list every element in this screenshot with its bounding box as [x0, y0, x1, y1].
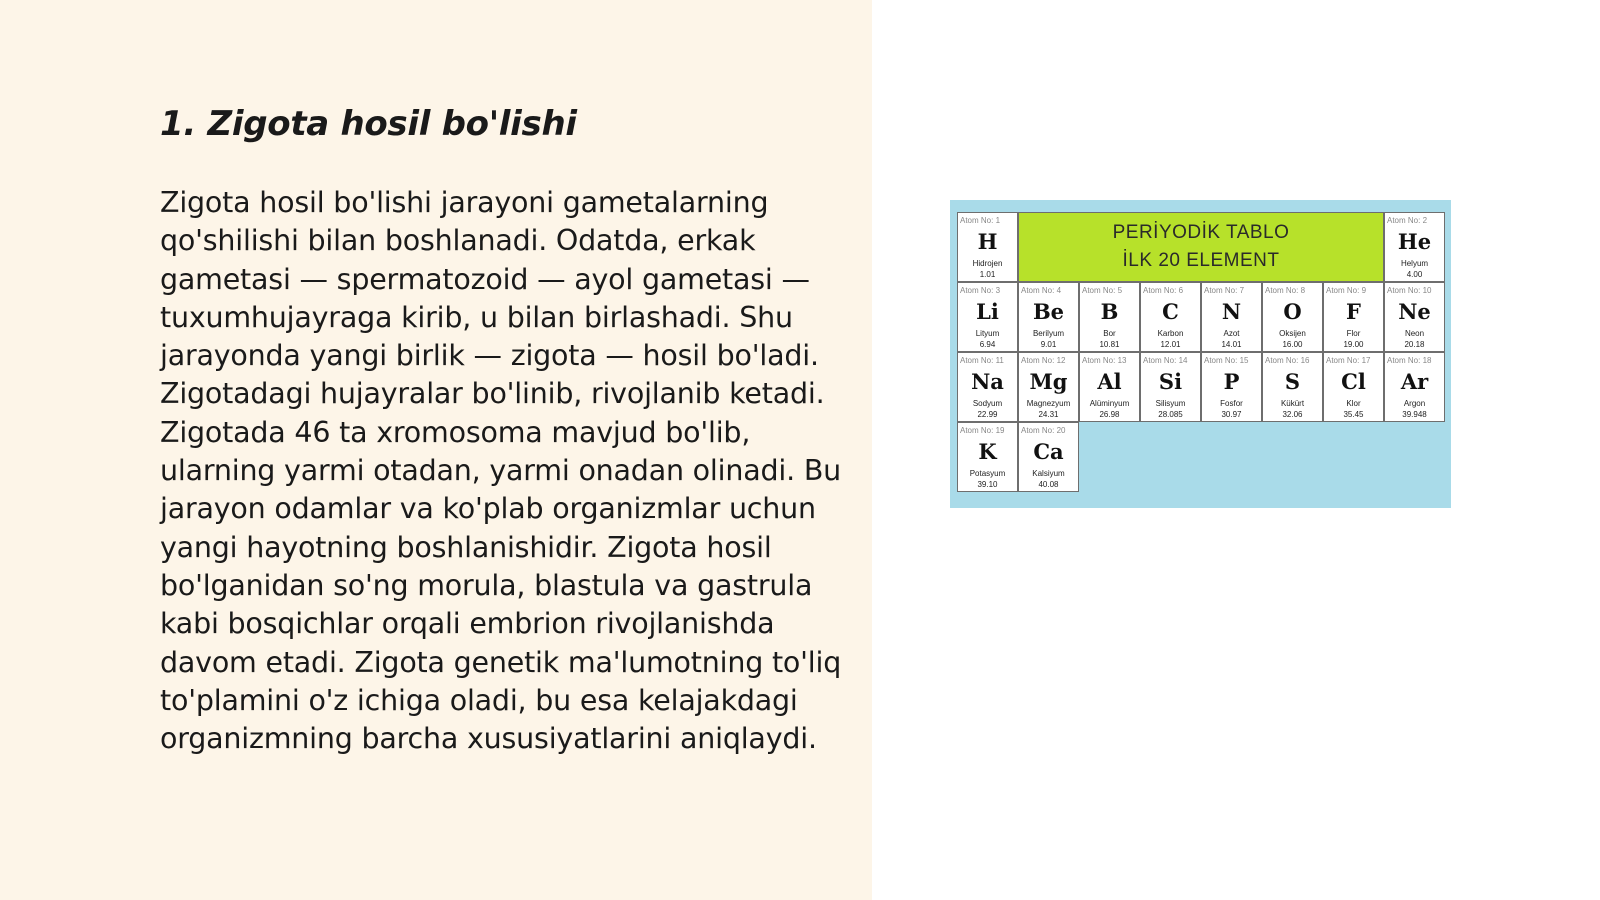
- element-name: Karbon: [1157, 329, 1184, 338]
- element-name: Azot: [1223, 329, 1240, 338]
- element-cell-cl: [1323, 352, 1384, 422]
- element-symbol: Mg: [1029, 369, 1068, 394]
- element-name: Bor: [1103, 329, 1116, 338]
- element-cell-c: [1140, 282, 1201, 352]
- element-cell-si: [1140, 352, 1201, 422]
- element-symbol: Ar: [1400, 369, 1429, 394]
- atom-number: Atom No: 10: [1387, 286, 1432, 295]
- slide-body-text: Zigota hosil bo'lishi jarayoni gametalarning qo'shilishi bilan boshlanadi. Odatda, erkak gametasi — spermatozoid — ayol gametasi — tuxumhujayraga kirib, u bilan birlashadi. Shu jarayonda yangi birlik — zigota — hosil bo'ladi. Zigotadagi hujayralar bo'linib, rivojlanib ketadi. Zigotada 46 ta xromosoma mavjud bo'lib, ularning yarmi otadan, yarmi onadan olinadi. Bu jarayon odamlar va ko'plab organizmlar uchun yangi hayotning boshlanishidir. Zigota hosil bo'lganidan so'ng morula, blastula va gastrula kabi bosqichlar orqali embrion rivojlanishda davom etadi. Zigota genetik ma'lumotning to'liq to'plamini o'z ichiga oladi, bu esa kelajakdagi organizmning barcha xususiyatlarini aniqlaydi.: [160, 186, 842, 756]
- atomic-mass: 19.00: [1343, 340, 1364, 349]
- slide-title: 1. Zigota hosil bo'lishi: [160, 104, 577, 144]
- atomic-mass: 14.01: [1221, 340, 1242, 349]
- element-symbol: Si: [1158, 369, 1183, 394]
- element-symbol: Na: [971, 369, 1004, 394]
- element-name: Lityum: [975, 329, 1000, 338]
- atom-number: Atom No: 19: [960, 426, 1005, 435]
- element-symbol: Be: [1032, 299, 1065, 324]
- atomic-mass: 4.00: [1406, 270, 1423, 279]
- atomic-mass: 35.45: [1343, 410, 1364, 419]
- header-line-2: İLK 20 ELEMENT: [1122, 250, 1280, 271]
- atom-number: Atom No: 2: [1387, 216, 1428, 225]
- element-cell-na: [957, 352, 1018, 422]
- element-symbol: Ca: [1033, 439, 1064, 464]
- atomic-mass: 16.00: [1282, 340, 1303, 349]
- element-symbol: N: [1221, 299, 1242, 324]
- periodic-table-grid: [957, 212, 1445, 492]
- element-symbol: S: [1284, 369, 1301, 394]
- header-line-1: PERİYODİK TABLO: [1112, 222, 1290, 243]
- atom-number: Atom No: 7: [1204, 286, 1245, 295]
- atom-number: Atom No: 20: [1021, 426, 1066, 435]
- periodic-table-header: [1018, 212, 1384, 282]
- atom-number: Atom No: 8: [1265, 286, 1306, 295]
- atomic-mass: 12.01: [1160, 340, 1181, 349]
- atomic-mass: 24.31: [1038, 410, 1059, 419]
- element-name: Potasyum: [969, 469, 1006, 478]
- atom-number: Atom No: 11: [960, 356, 1004, 365]
- element-cell-li: [957, 282, 1018, 352]
- element-cell-be: [1018, 282, 1079, 352]
- element-name: Kalsiyum: [1032, 469, 1065, 478]
- element-symbol: He: [1397, 229, 1432, 254]
- element-cell-n: [1201, 282, 1262, 352]
- element-cell-mg: [1018, 352, 1079, 422]
- atom-number: Atom No: 1: [960, 216, 1001, 225]
- element-name: Silisyum: [1155, 399, 1186, 408]
- element-cell-he: [1384, 212, 1445, 282]
- periodic-table-image: [950, 200, 1451, 508]
- atom-number: Atom No: 16: [1265, 356, 1310, 365]
- element-name: Helyum: [1400, 259, 1429, 268]
- element-name: Magnezyum: [1026, 399, 1071, 408]
- atom-number: Atom No: 12: [1021, 356, 1066, 365]
- element-symbol: F: [1346, 299, 1361, 324]
- element-cell-ca: [1018, 422, 1079, 492]
- element-name: Alüminyum: [1089, 399, 1130, 408]
- element-name: Flor: [1346, 329, 1361, 338]
- element-cell-o: [1262, 282, 1323, 352]
- atomic-mass: 26.98: [1099, 410, 1120, 419]
- element-cell-al: [1079, 352, 1140, 422]
- element-name: Berilyum: [1032, 329, 1065, 338]
- atomic-mass: 10.81: [1099, 340, 1120, 349]
- element-symbol: H: [977, 229, 998, 254]
- element-symbol: Cl: [1341, 369, 1366, 394]
- element-symbol: Al: [1097, 369, 1122, 394]
- atomic-mass: 39.10: [977, 480, 998, 489]
- atomic-mass: 28.085: [1158, 410, 1183, 419]
- atom-number: Atom No: 3: [960, 286, 1001, 295]
- atom-number: Atom No: 18: [1387, 356, 1432, 365]
- atom-number: Atom No: 5: [1082, 286, 1123, 295]
- atom-number: Atom No: 13: [1082, 356, 1127, 365]
- atomic-mass: 9.01: [1040, 340, 1057, 349]
- element-cell-p: [1201, 352, 1262, 422]
- element-name: Fosfor: [1220, 399, 1243, 408]
- atom-number: Atom No: 6: [1143, 286, 1184, 295]
- atomic-mass: 6.94: [979, 340, 996, 349]
- atomic-mass: 30.97: [1221, 410, 1242, 419]
- atomic-mass: 39.948: [1402, 410, 1427, 419]
- atom-number: Atom No: 15: [1204, 356, 1249, 365]
- atomic-mass: 32.06: [1282, 410, 1303, 419]
- atomic-mass: 22.99: [977, 410, 998, 419]
- element-cell-f: [1323, 282, 1384, 352]
- element-cell-s: [1262, 352, 1323, 422]
- element-name: Neon: [1404, 329, 1425, 338]
- atomic-mass: 40.08: [1038, 480, 1059, 489]
- element-name: Kükürt: [1280, 399, 1305, 408]
- atomic-mass: 20.18: [1404, 340, 1425, 349]
- element-cell-h: [957, 212, 1018, 282]
- element-symbol: O: [1283, 299, 1302, 324]
- element-symbol: K: [978, 439, 997, 464]
- element-name: Klor: [1346, 399, 1361, 408]
- element-cell-ar: [1384, 352, 1445, 422]
- element-symbol: Li: [976, 299, 999, 324]
- atom-number: Atom No: 17: [1326, 356, 1371, 365]
- element-name: Sodyum: [972, 399, 1003, 408]
- element-cell-ne: [1384, 282, 1445, 352]
- atom-number: Atom No: 14: [1143, 356, 1188, 365]
- element-name: Argon: [1403, 399, 1426, 408]
- atomic-mass: 1.01: [979, 270, 996, 279]
- element-symbol: B: [1100, 299, 1119, 324]
- element-cell-k: [957, 422, 1018, 492]
- atom-number: Atom No: 9: [1326, 286, 1367, 295]
- element-cell-b: [1079, 282, 1140, 352]
- element-symbol: C: [1162, 299, 1179, 324]
- element-name: Hidrojen: [972, 259, 1003, 268]
- element-symbol: P: [1223, 369, 1240, 394]
- element-symbol: Ne: [1398, 299, 1431, 324]
- atom-number: Atom No: 4: [1021, 286, 1062, 295]
- element-name: Oksijen: [1279, 329, 1306, 338]
